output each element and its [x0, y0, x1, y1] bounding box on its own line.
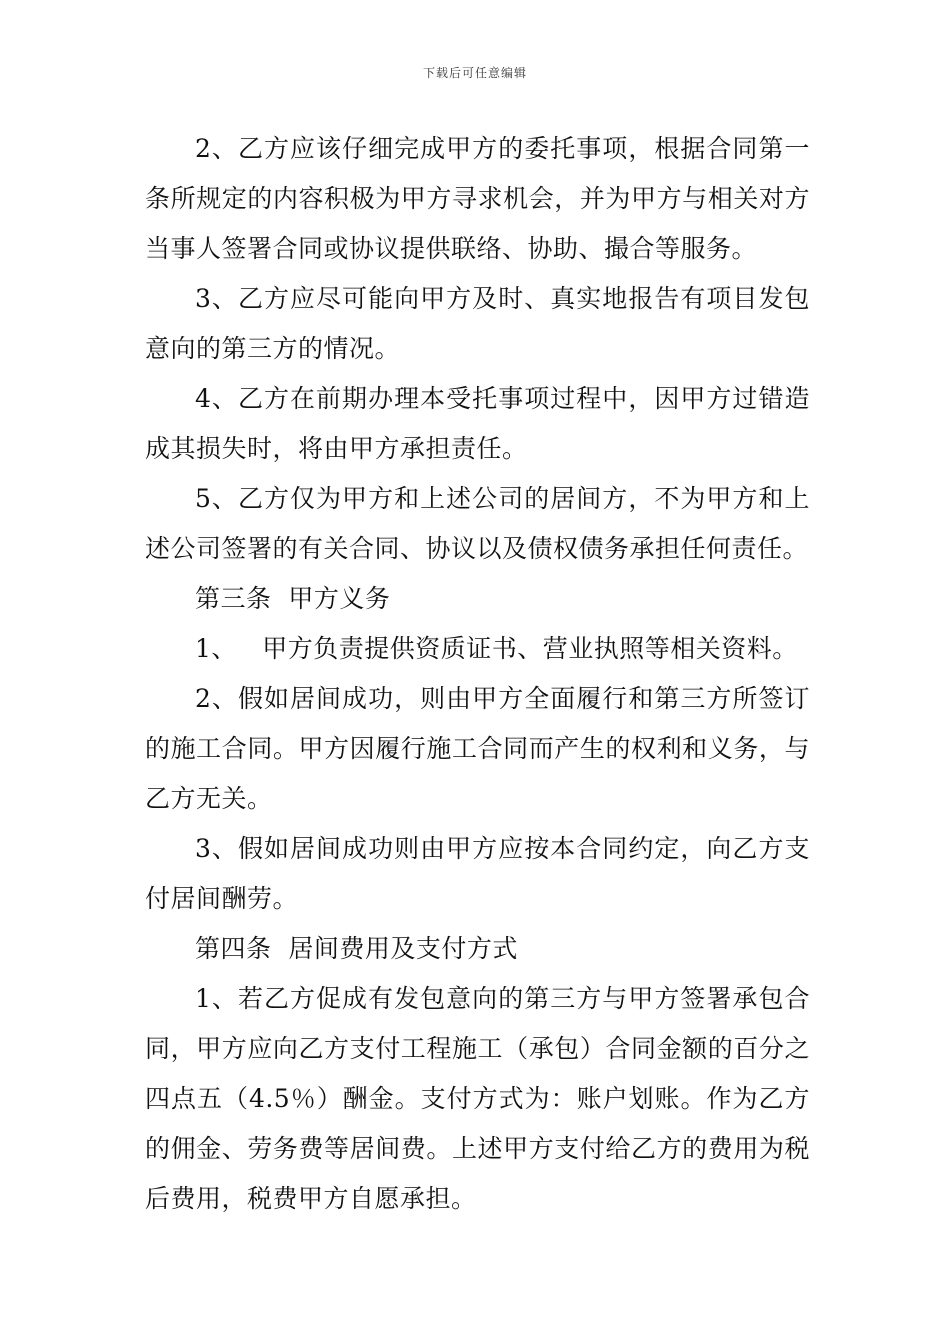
paragraph-clause-2-2: 2、乙方应该仔细完成甲方的委托事项，根据合同第一条所规定的内容积极为甲方寻求机会，并为甲方与相关对方当事人签署合同或协议提供联络、协助、撮合等服务。	[145, 134, 810, 263]
paragraph-clause-2-3: 3、乙方应尽可能向甲方及时、真实地报告有项目发包意向的第三方的情况。	[145, 284, 810, 363]
paragraph-clause-3-1: 1、 甲方负责提供资质证书、营业执照等相关资料。	[195, 634, 798, 663]
paragraph-clause-2-4: 4、乙方在前期办理本受托事项过程中，因甲方过错造成其损失时，将由甲方承担责任。	[145, 384, 810, 463]
paragraph-clause-3-3: 3、假如居间成功则由甲方应按本合同约定，向乙方支付居间酬劳。	[145, 834, 810, 913]
page-header: 下载后可任意编辑	[422, 66, 527, 80]
paragraph-clause-3-2: 2、假如居间成功，则由甲方全面履行和第三方所签订的施工合同。甲方因履行施工合同而产生的权利和义务，与乙方无关。	[145, 684, 810, 813]
paragraph-clause-4-1: 1、若乙方促成有发包意向的第三方与甲方签署承包合同，甲方应向乙方支付工程施工（承包）合同金额的百分之四点五（4.5％）酬金。支付方式为：账户划账。作为乙方的佣金、劳务费等居间费。上述甲方支付给乙方的费用为税后费用，税费甲方自愿承担。	[145, 984, 810, 1213]
section-heading-article-3: 第三条 甲方义务	[195, 584, 391, 613]
section-heading-article-4: 第四条 居间费用及支付方式	[195, 934, 518, 963]
paragraph-clause-2-5: 5、乙方仅为甲方和上述公司的居间方，不为甲方和上述公司签署的有关合同、协议以及债权债务承担任何责任。	[145, 484, 810, 563]
document-body	[145, 124, 810, 1224]
